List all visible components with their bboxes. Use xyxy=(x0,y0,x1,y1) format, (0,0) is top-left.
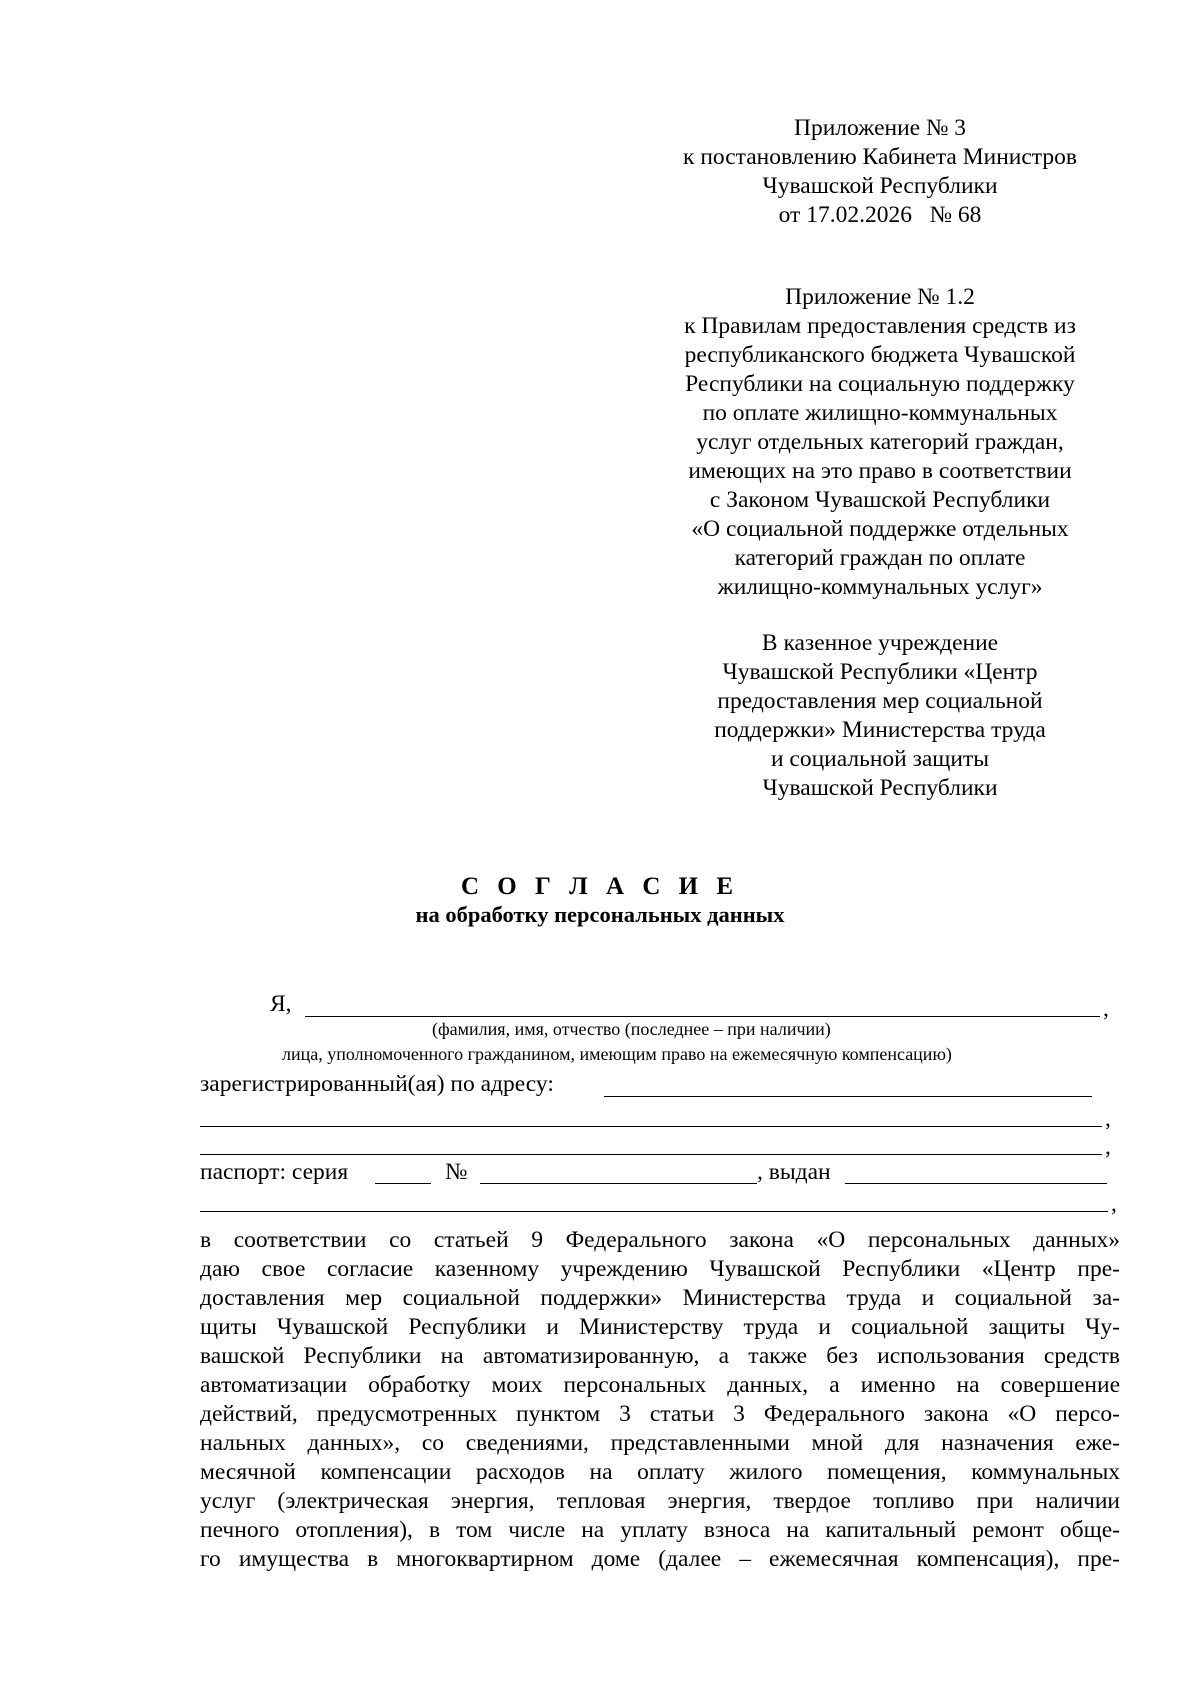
body-line: автоматизации обработку моих персональных данных, а именно на совершение xyxy=(200,1372,1120,1398)
address-field-line-2[interactable] xyxy=(200,1126,1102,1127)
address-label: зарегистрированный(ая) по адресу: xyxy=(200,1071,554,1097)
appendix-3-line: Чувашской Республики xyxy=(762,173,998,199)
issued-by-field[interactable] xyxy=(845,1183,1107,1184)
document-subtitle: на обработку персональных данных xyxy=(415,902,785,927)
appendix-3-line: Приложение № 3 xyxy=(793,115,967,141)
address-field[interactable] xyxy=(604,1096,1092,1097)
document-title: С О Г Л А С И Е xyxy=(460,873,739,900)
address-comma-1: , xyxy=(1105,1106,1111,1132)
appendix-1-2-line: имеющих на это право в соответствии xyxy=(688,458,1072,484)
appendix-1-2-line: жилищно-коммунальных услуг» xyxy=(717,574,1043,600)
addressee-line: и социальной защиты xyxy=(770,746,990,772)
appendix-1-2-line: Приложение № 1.2 xyxy=(785,284,975,310)
appendix-1-2-header xyxy=(640,283,1120,602)
addressee-line: предоставления мер социальной xyxy=(717,688,1043,714)
appendix-3-line: к постановлению Кабинета Министров xyxy=(683,144,1077,170)
passport-series-label: паспорт: серия xyxy=(200,1159,349,1185)
addressee-block xyxy=(640,629,1120,803)
addressee-line: поддержки» Министерства труда xyxy=(714,717,1046,743)
passport-series-field[interactable] xyxy=(375,1183,431,1184)
fio-comma: , xyxy=(1103,996,1109,1022)
body-line: вашской Республики на автоматизированную, а также без использования средств xyxy=(200,1343,1120,1369)
fio-field[interactable] xyxy=(305,1016,1100,1017)
appendix-3-line: от 17.02.2026 № 68 xyxy=(778,202,982,228)
body-line: в соответствии со статьей 9 Федерального закона «О персональных данных» xyxy=(200,1227,1120,1253)
body-line: печного отопления), в том числе на уплату взноса на капитальный ремонт обще- xyxy=(200,1517,1120,1543)
fio-hint-line-2: лица, уполномоченного гражданином, имеющим право на ежемесячную компенсацию) xyxy=(282,1044,952,1064)
appendix-1-2-line: Республики на социальную поддержку xyxy=(685,371,1075,397)
body-line: услуг (электрическая энергия, тепловая энергия, твердое топливо при наличии xyxy=(200,1488,1120,1514)
body-line: действий, предусмотренных пунктом 3 статьи 3 Федерального закона «О персо- xyxy=(200,1401,1120,1427)
body-line: го имущества в многоквартирном доме (далее – ежемесячная компенсация), пре- xyxy=(200,1546,1120,1572)
appendix-1-2-line: к Правилам предоставления средств из xyxy=(684,313,1076,339)
address-field-line-3[interactable] xyxy=(200,1154,1102,1155)
fio-hint-line-1: (фамилия, имя, отчество (последнее – при наличии) xyxy=(432,1019,831,1039)
appendix-1-2-line: «О социальной поддержке отдельных xyxy=(691,516,1069,542)
issued-label: , выдан xyxy=(757,1159,831,1185)
appendix-1-2-line: услуг отдельных категорий граждан, xyxy=(696,429,1064,455)
consent-body-text xyxy=(200,1226,1120,1574)
body-line: нальных данных», со сведениями, представленными мной для назначения еже- xyxy=(200,1430,1120,1456)
passport-number-label: № xyxy=(445,1159,468,1185)
addressee-line: В казенное учреждение xyxy=(761,630,999,656)
appendix-1-2-line: по оплате жилищно-коммунальных xyxy=(702,400,1058,426)
appendix-1-2-line: с Законом Чувашской Республики xyxy=(709,487,1051,513)
appendix-1-2-line: категорий граждан по оплате xyxy=(734,545,1026,571)
passport-number-field[interactable] xyxy=(480,1183,757,1184)
appendix-1-2-line: республиканского бюджета Чувашской xyxy=(684,342,1076,368)
addressee-line: Чувашской Республики xyxy=(762,775,998,801)
i-label: Я, xyxy=(270,991,292,1017)
body-line: доставления мер социальной поддержки» Министерства труда и социальной за- xyxy=(200,1285,1120,1311)
body-line: месячной компенсации расходов на оплату жилого помещения, коммунальных xyxy=(200,1459,1120,1485)
issued-by-field-line-2[interactable] xyxy=(200,1211,1108,1212)
body-line: щиты Чувашской Республики и Министерству труда и социальной защиты Чу- xyxy=(200,1314,1120,1340)
address-comma-2: , xyxy=(1105,1134,1111,1160)
addressee-line: Чувашской Республики «Центр xyxy=(722,659,1038,685)
appendix-3-header xyxy=(640,114,1120,230)
body-line: даю свое согласие казенному учреждению Чувашской Республики «Центр пре- xyxy=(200,1256,1120,1282)
issued-comma: , xyxy=(1111,1191,1117,1217)
